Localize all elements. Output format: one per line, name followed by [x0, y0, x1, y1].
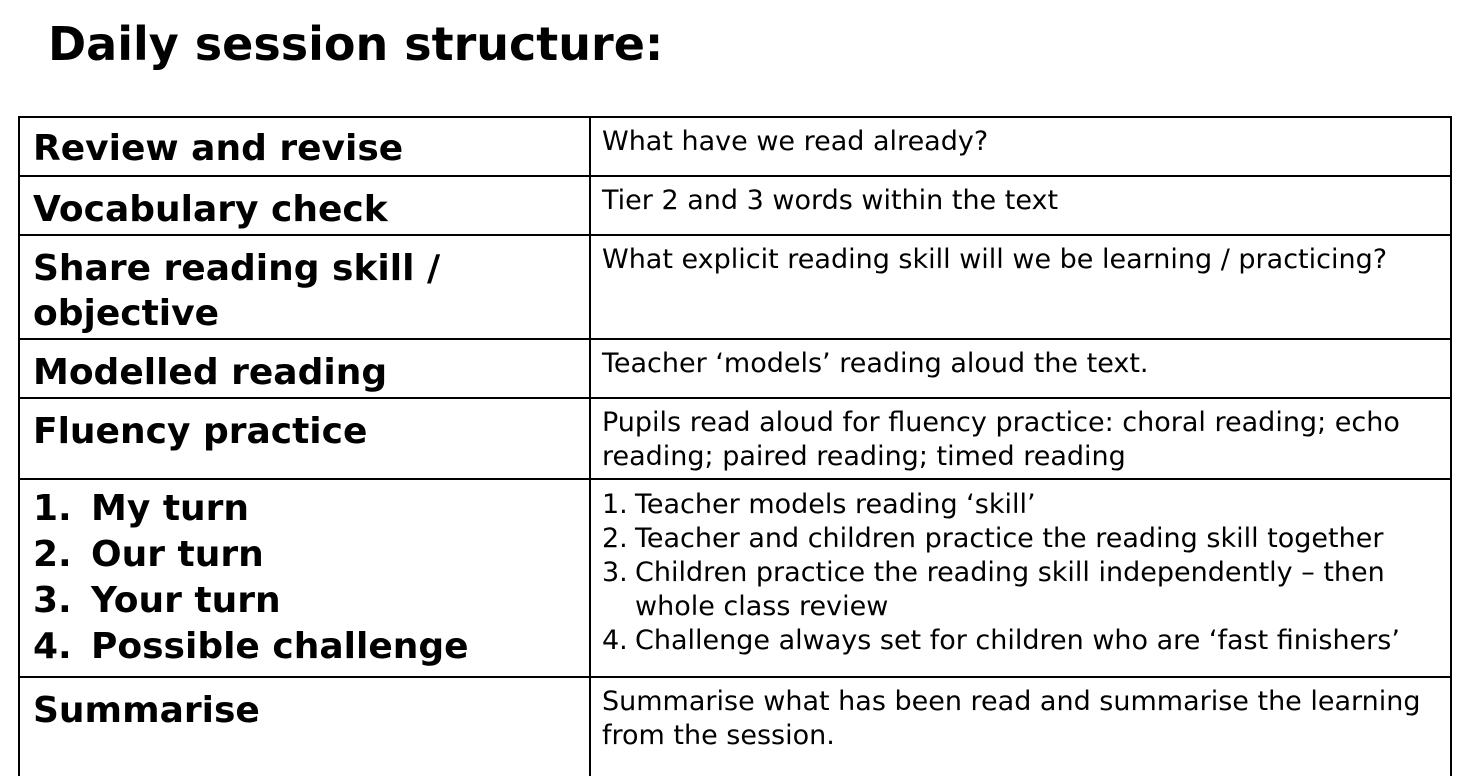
turn-list — [33, 486, 589, 670]
table-row — [19, 398, 1451, 479]
list-number: 3. — [33, 580, 72, 621]
step-label — [19, 479, 590, 677]
page-title: Daily session structure: — [48, 17, 664, 71]
step-label: Summarise — [19, 677, 590, 776]
step-description — [590, 479, 1451, 677]
session-structure-table — [18, 116, 1452, 776]
step-description: Pupils read aloud for fluency practice: choral reading; echo reading; paired reading; timed reading — [590, 398, 1451, 479]
table-row — [19, 479, 1451, 677]
list-text: Teacher models reading ‘skill’ — [635, 489, 1036, 520]
step-label: Vocabulary check — [19, 176, 590, 235]
list-item — [602, 556, 1450, 624]
list-text: Possible challenge — [91, 626, 469, 667]
list-item — [33, 486, 589, 532]
table-row — [19, 677, 1451, 776]
table-row — [19, 176, 1451, 235]
list-text: Our turn — [91, 534, 264, 575]
list-text: Teacher and children practice the reading skill together — [635, 523, 1384, 554]
step-description: What explicit reading skill will we be learning / practicing? — [590, 235, 1451, 339]
list-text: Children practice the reading skill independently – then whole class review — [635, 557, 1385, 622]
list-item — [602, 522, 1450, 556]
table-row — [19, 117, 1451, 176]
list-number: 2. — [33, 534, 72, 575]
step-label: Modelled reading — [19, 339, 590, 398]
list-number: 3. — [602, 557, 628, 588]
step-description: What have we read already? — [590, 117, 1451, 176]
list-number: 4. — [602, 625, 628, 656]
list-text: Challenge always set for children who are ‘fast finishers’ — [635, 625, 1400, 656]
list-number: 1. — [33, 488, 72, 529]
turn-description-list — [602, 488, 1450, 658]
table-row — [19, 235, 1451, 339]
step-label: Fluency practice — [19, 398, 590, 479]
step-label: Review and revise — [19, 117, 590, 176]
list-item — [602, 624, 1450, 658]
step-description: Teacher ‘models’ reading aloud the text. — [590, 339, 1451, 398]
list-text: My turn — [91, 488, 250, 529]
list-number: 2. — [602, 523, 628, 554]
list-number: 4. — [33, 626, 72, 667]
table-row — [19, 339, 1451, 398]
list-number: 1. — [602, 489, 628, 520]
list-item — [33, 624, 589, 670]
step-label: Share reading skill / objective — [19, 235, 590, 339]
step-description: Tier 2 and 3 words within the text — [590, 176, 1451, 235]
list-text: Your turn — [91, 580, 281, 621]
list-item — [33, 578, 589, 624]
step-description: Summarise what has been read and summarise the learning from the session. — [590, 677, 1451, 776]
list-item — [33, 532, 589, 578]
list-item — [602, 488, 1450, 522]
